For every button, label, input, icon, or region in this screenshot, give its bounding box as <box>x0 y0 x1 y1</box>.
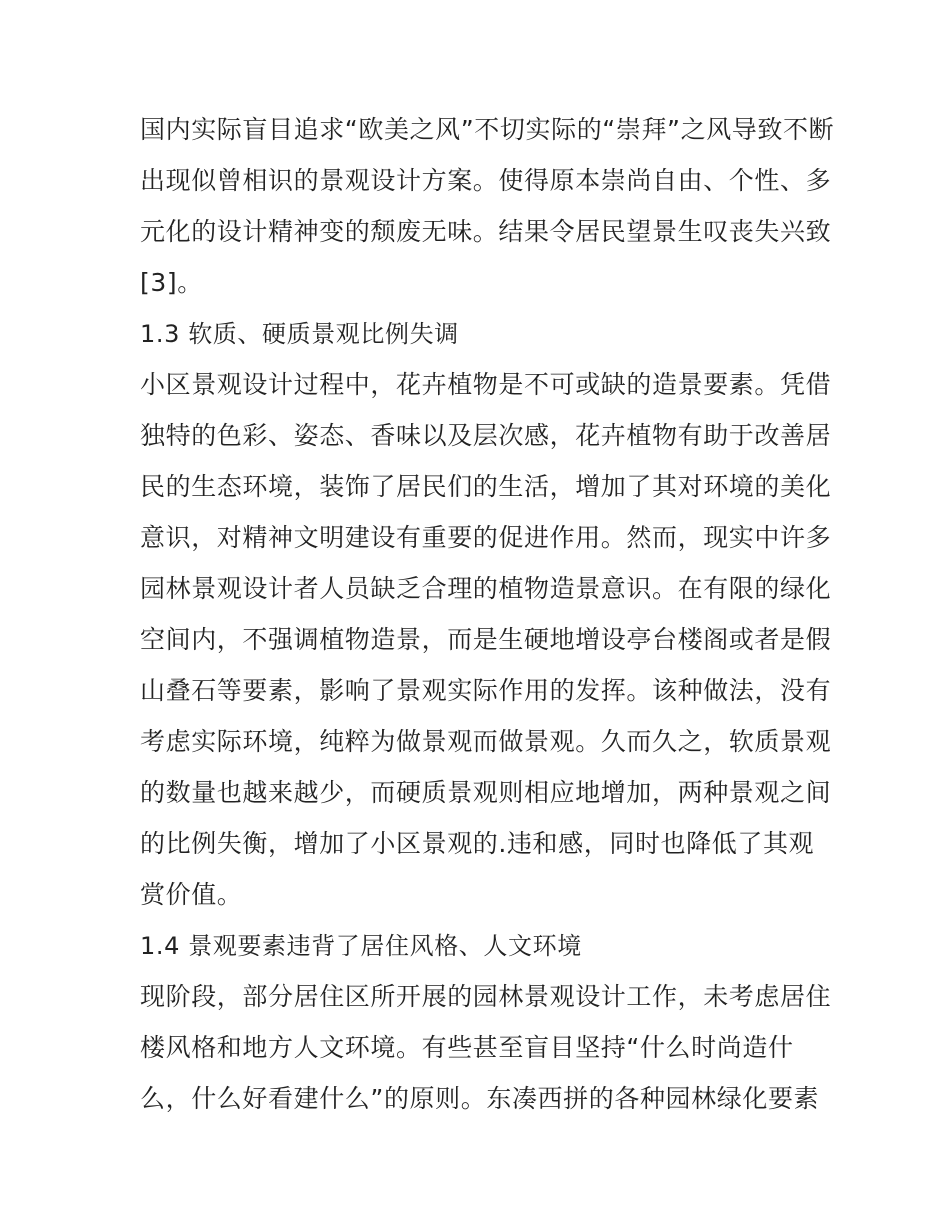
paragraph-line: 园林景观设计者人员缺乏合理的植物造景意识。在有限的绿化 <box>140 574 832 603</box>
paragraph-line: 赏价值。 <box>140 880 243 909</box>
paragraph-line: 么，什么好看建什么”的原则。东凑西拼的各种园林绿化要素 <box>140 1084 820 1113</box>
section-heading: 1.3 软质、硬质景观比例失调 <box>140 320 459 348</box>
paragraph-line: 楼风格和地方人文环境。有些甚至盲目坚持“什么时尚造什 <box>140 1033 794 1062</box>
paragraph-line: 民的生态环境，装饰了居民们的生活，增加了其对环境的美化 <box>140 472 832 501</box>
paragraph-line: 出现似曾相识的景观设计方案。使得原本崇尚自由、个性、多 <box>140 166 832 195</box>
paragraph-line: 独特的色彩、姿态、香味以及层次感，花卉植物有助于改善居 <box>140 421 832 450</box>
paragraph-line: 小区景观设计过程中，花卉植物是不可或缺的造景要素。凭借 <box>140 370 832 399</box>
paragraph-line: 现阶段，部分居住区所开展的园林景观设计工作，未考虑居住 <box>140 982 832 1011</box>
paragraph-line: 意识，对精神文明建设有重要的促进作用。然而，现实中许多 <box>140 523 832 552</box>
section-heading: 1.4 景观要素违背了居住风格、人文环境 <box>140 932 582 960</box>
paragraph-line: 的比例失衡，增加了小区景观的.违和感，同时也降低了其观 <box>140 829 815 858</box>
paragraph-line: 山叠石等要素，影响了景观实际作用的发挥。该种做法，没有 <box>140 676 832 705</box>
paragraph-line: 国内实际盲目追求“欧美之风”不切实际的“崇拜”之风导致不断 <box>140 115 835 144</box>
paragraph-line: 考虑实际环境，纯粹为做景观而做景观。久而久之，软质景观 <box>140 727 832 756</box>
paragraph-line: 的数量也越来越少，而硬质景观则相应地增加，两种景观之间 <box>140 778 832 807</box>
paragraph-line: 元化的设计精神变的颓废无味。结果令居民望景生叹丧失兴致 <box>140 217 832 246</box>
paragraph-line: [3]。 <box>140 268 203 297</box>
paragraph-line: 空间内，不强调植物造景，而是生硬地增设亭台楼阁或者是假 <box>140 625 832 654</box>
